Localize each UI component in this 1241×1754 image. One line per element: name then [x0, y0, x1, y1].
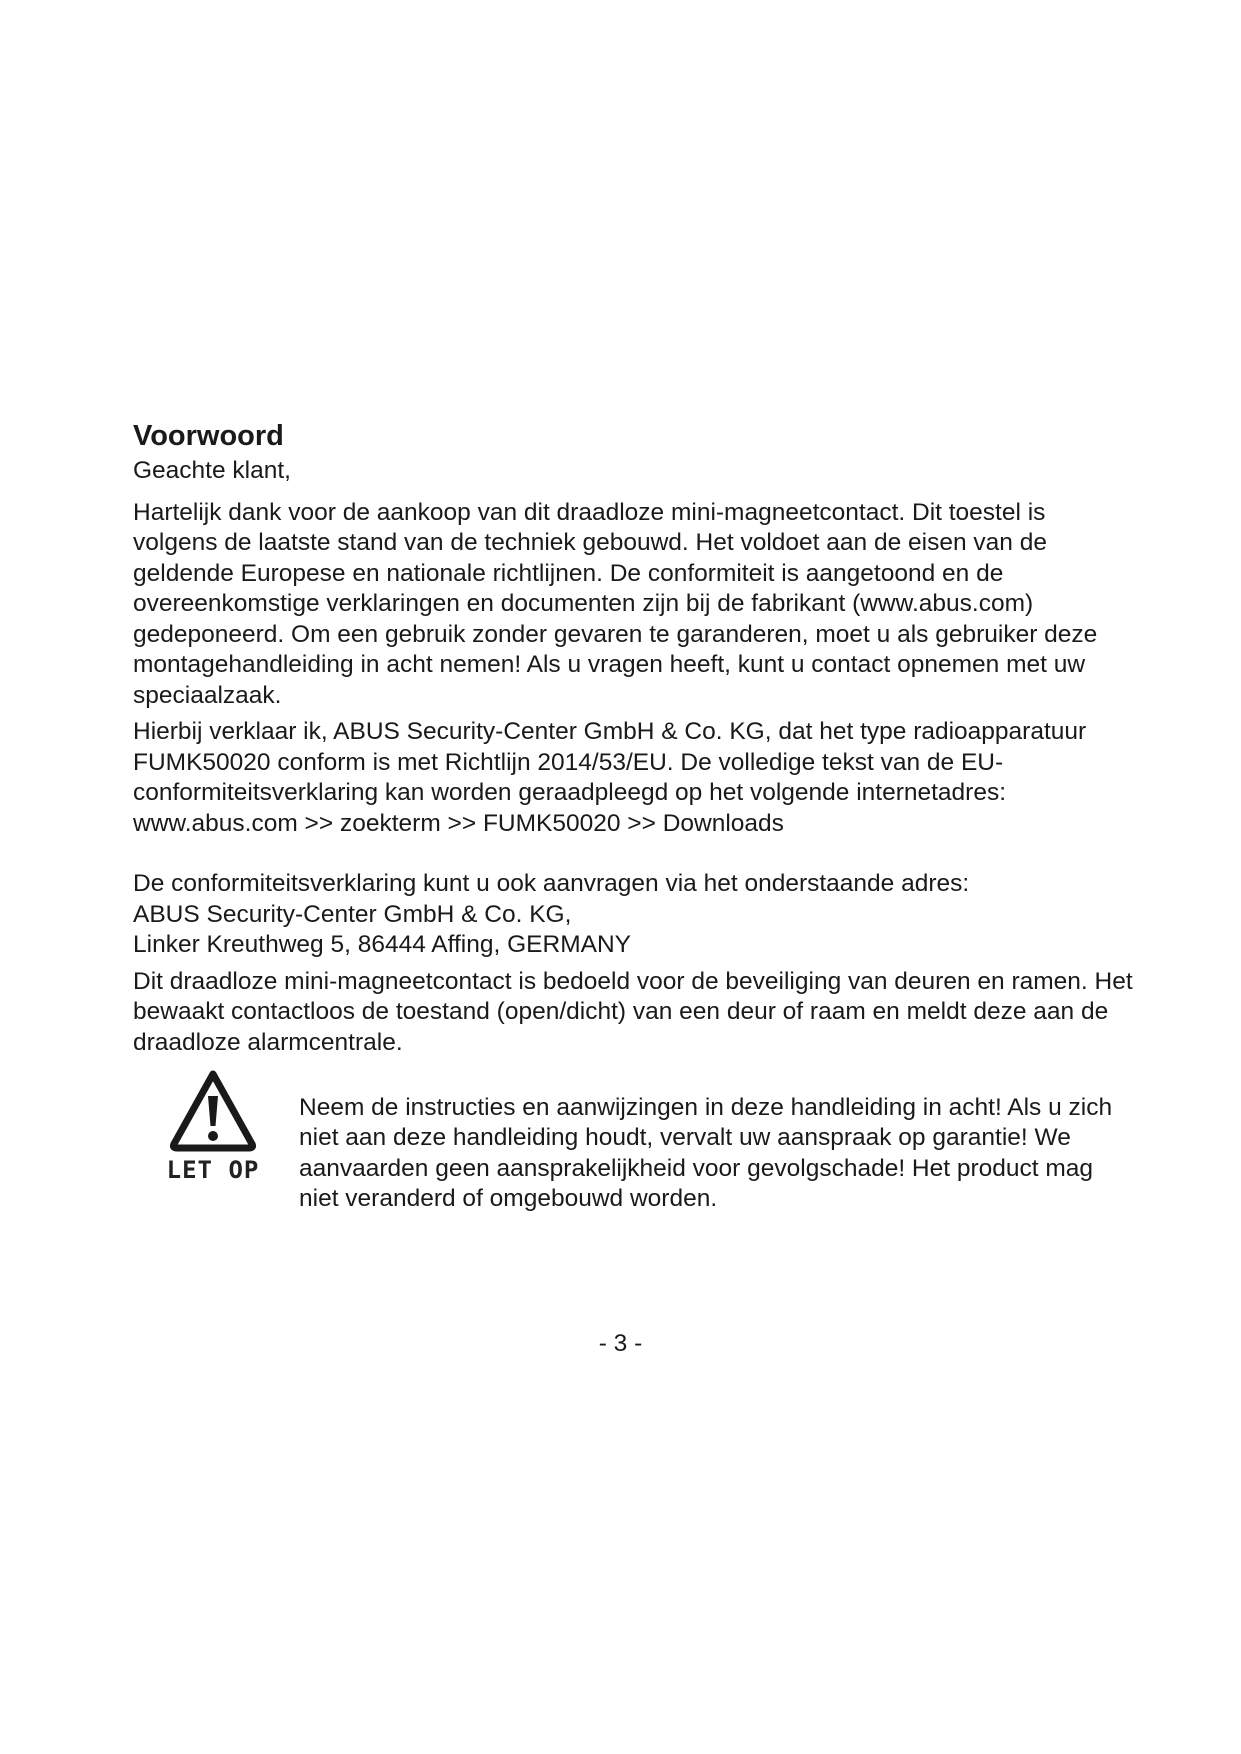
page-title: Voorwoord	[133, 420, 284, 452]
declaration-paragraph: Hierbij verklaar ik, ABUS Security-Center GmbH & Co. KG, dat het type radioapparatuur FUMK50020 conform is met Richtlijn 2014/53/EU. De volledige tekst van de EU-conformiteitsverklaring kan worden geraadpleegd op het volgende internetadres: www.abus.com >> zoekterm >> FUMK50020 >> Downloads	[133, 718, 1087, 837]
warning-triangle-icon	[163, 1068, 263, 1198]
intro-paragraph: Hartelijk dank voor de aankoop van dit draadloze mini-magneetcontact. Dit toestel is volgens de laatste stand van de techniek gebouwd. Het voldoet aan de eisen van de geldende Europese en nationale richtlijnen. De conformiteit is aangetoond en de overeenkomstige verklaringen en documenten zijn bij de fabrikant (www.abus.com) gedeponeerd. Om een gebruik zonder gevaren te garanderen, moet u als gebruiker deze montagehandleiding in acht nemen! Als u vragen heeft, kunt u contact opnemen met uw speciaalzaak.	[133, 498, 1098, 709]
purpose-paragraph: Dit draadloze mini-magneetcontact is bedoeld voor de beveiliging van deuren en ramen. Het bewaakt contactloos de toestand (open/dicht) van een deur of raam en meldt deze aan de draadloze alarmcentrale.	[133, 967, 1133, 1056]
address-street: Linker Kreuthweg 5, 86444 Affing, GERMANY	[133, 931, 631, 958]
warning-text: Neem de instructies en aanwijzingen in deze handleiding in acht! Als u zich niet aan deze handleiding houdt, vervalt uw aanspraak op garantie! We aanvaarden geen aansprakelijkheid voor gevolgschade! Het product mag niet veranderd of omgebouwd worden.	[299, 1093, 1113, 1212]
document-body	[133, 418, 1133, 1212]
address-intro: De conformiteitsverklaring kunt u ook aanvragen via het onderstaande adres:	[133, 870, 970, 897]
address-company: ABUS Security-Center GmbH & Co. KG,	[133, 900, 572, 928]
warning-label: LET OP	[166, 1156, 260, 1184]
salutation: Geachte klant,	[133, 457, 291, 484]
page-number: - 3 -	[598, 1330, 643, 1357]
warning-notice	[133, 1068, 1133, 1212]
